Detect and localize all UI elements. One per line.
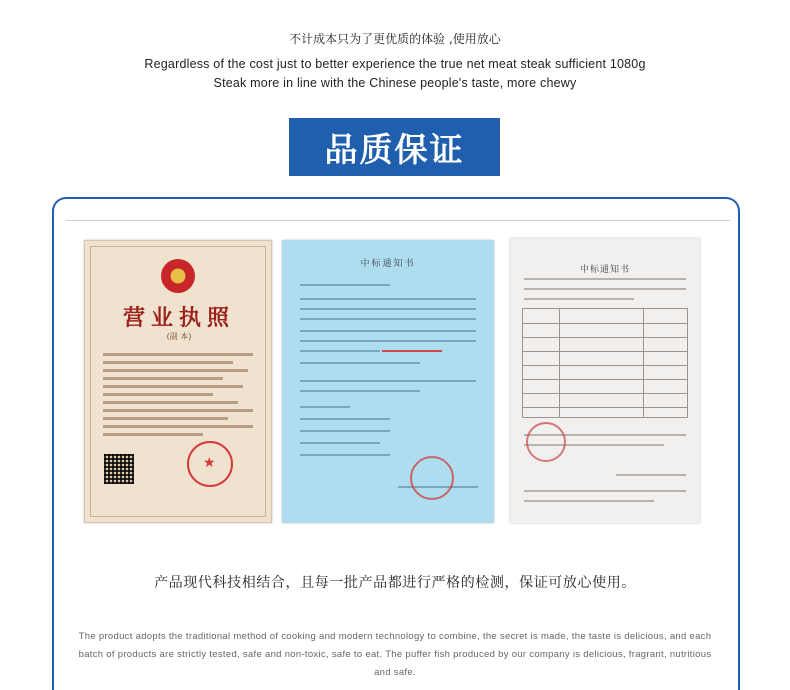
quality-statement-cn: 产品现代科技相结合，且每一批产品都进行严格的检测，保证可放心使用。 [154, 575, 636, 591]
table-row-line [523, 379, 687, 380]
notice-text-line [300, 330, 476, 332]
notice-table [522, 308, 688, 418]
notice-text-line [616, 474, 686, 476]
table-row-line [523, 365, 687, 366]
quality-banner-title: 品质保证 [324, 129, 465, 169]
license-text-line [103, 433, 203, 436]
notice-text-line [300, 340, 476, 342]
notice-text-line [300, 362, 420, 364]
notice-text-line [300, 430, 390, 432]
table-row-line [523, 337, 687, 338]
table-row-line [523, 323, 687, 324]
header-en-line-2: Steak more in line with the Chinese people's taste, more chewy [213, 76, 577, 90]
qr-code-icon [104, 454, 134, 484]
notice-text-line [300, 406, 350, 408]
notice-text-line [300, 298, 476, 300]
table-col-line [643, 309, 644, 417]
notice-text-line [300, 308, 476, 310]
official-seal-icon [187, 441, 233, 487]
table-row-line [523, 351, 687, 352]
license-subtitle: (副 本) [166, 332, 192, 341]
quality-statement-en: The product adopts the traditional method of cooking and modern technology to combine, the secret is made, the taste is delicious, and each batch of products are strictly tested, safe and non-toxic, safe to eat. The puffer fish produced by our company is delicious, fragrant, nutritious and safe. [78, 631, 712, 678]
license-text-line [103, 417, 228, 420]
license-text-line [103, 353, 253, 356]
license-text-line [103, 377, 223, 380]
quality-banner [289, 118, 500, 176]
official-seal-icon [410, 456, 454, 500]
license-text-line [103, 401, 238, 404]
notice-text-line [300, 380, 476, 382]
notice-text-line [524, 490, 686, 492]
notice-title: 中标通知书 [360, 259, 416, 269]
notice-text-line [300, 390, 420, 392]
official-seal-icon [526, 422, 566, 462]
header-cn-line: 不计成本只为了更优质的体验 ,使用放心 [289, 32, 501, 46]
bid-notice-image-1 [282, 240, 494, 523]
license-text-line [103, 361, 233, 364]
license-text-line [103, 385, 243, 388]
notice-text-line [300, 318, 476, 320]
notice-text-line [524, 500, 654, 502]
license-text-line [103, 409, 253, 412]
notice-text-line [300, 418, 390, 420]
notice-title: 中标通知书 [579, 265, 630, 275]
national-emblem-icon [161, 259, 195, 293]
notice-text-line [524, 278, 686, 280]
notice-text-line [524, 288, 686, 290]
notice-text-line [524, 298, 634, 300]
notice-text-line [300, 442, 380, 444]
license-text-line [103, 369, 248, 372]
header-en-line-1: Regardless of the cost just to better experience the true net meat steak sufficient 1080g [144, 57, 646, 71]
license-title: 营业执照 [122, 306, 235, 331]
table-col-line [559, 309, 560, 417]
notice-highlight-line [382, 350, 442, 352]
business-license-image [84, 240, 272, 523]
bid-notice-image-2 [510, 238, 700, 523]
notice-text-line [300, 350, 380, 352]
license-text-line [103, 425, 253, 428]
notice-text-line [300, 284, 390, 286]
license-text-line [103, 393, 213, 396]
notice-text-line [300, 454, 390, 456]
table-row-line [523, 393, 687, 394]
divider-line [66, 220, 730, 221]
table-row-line [523, 407, 687, 408]
